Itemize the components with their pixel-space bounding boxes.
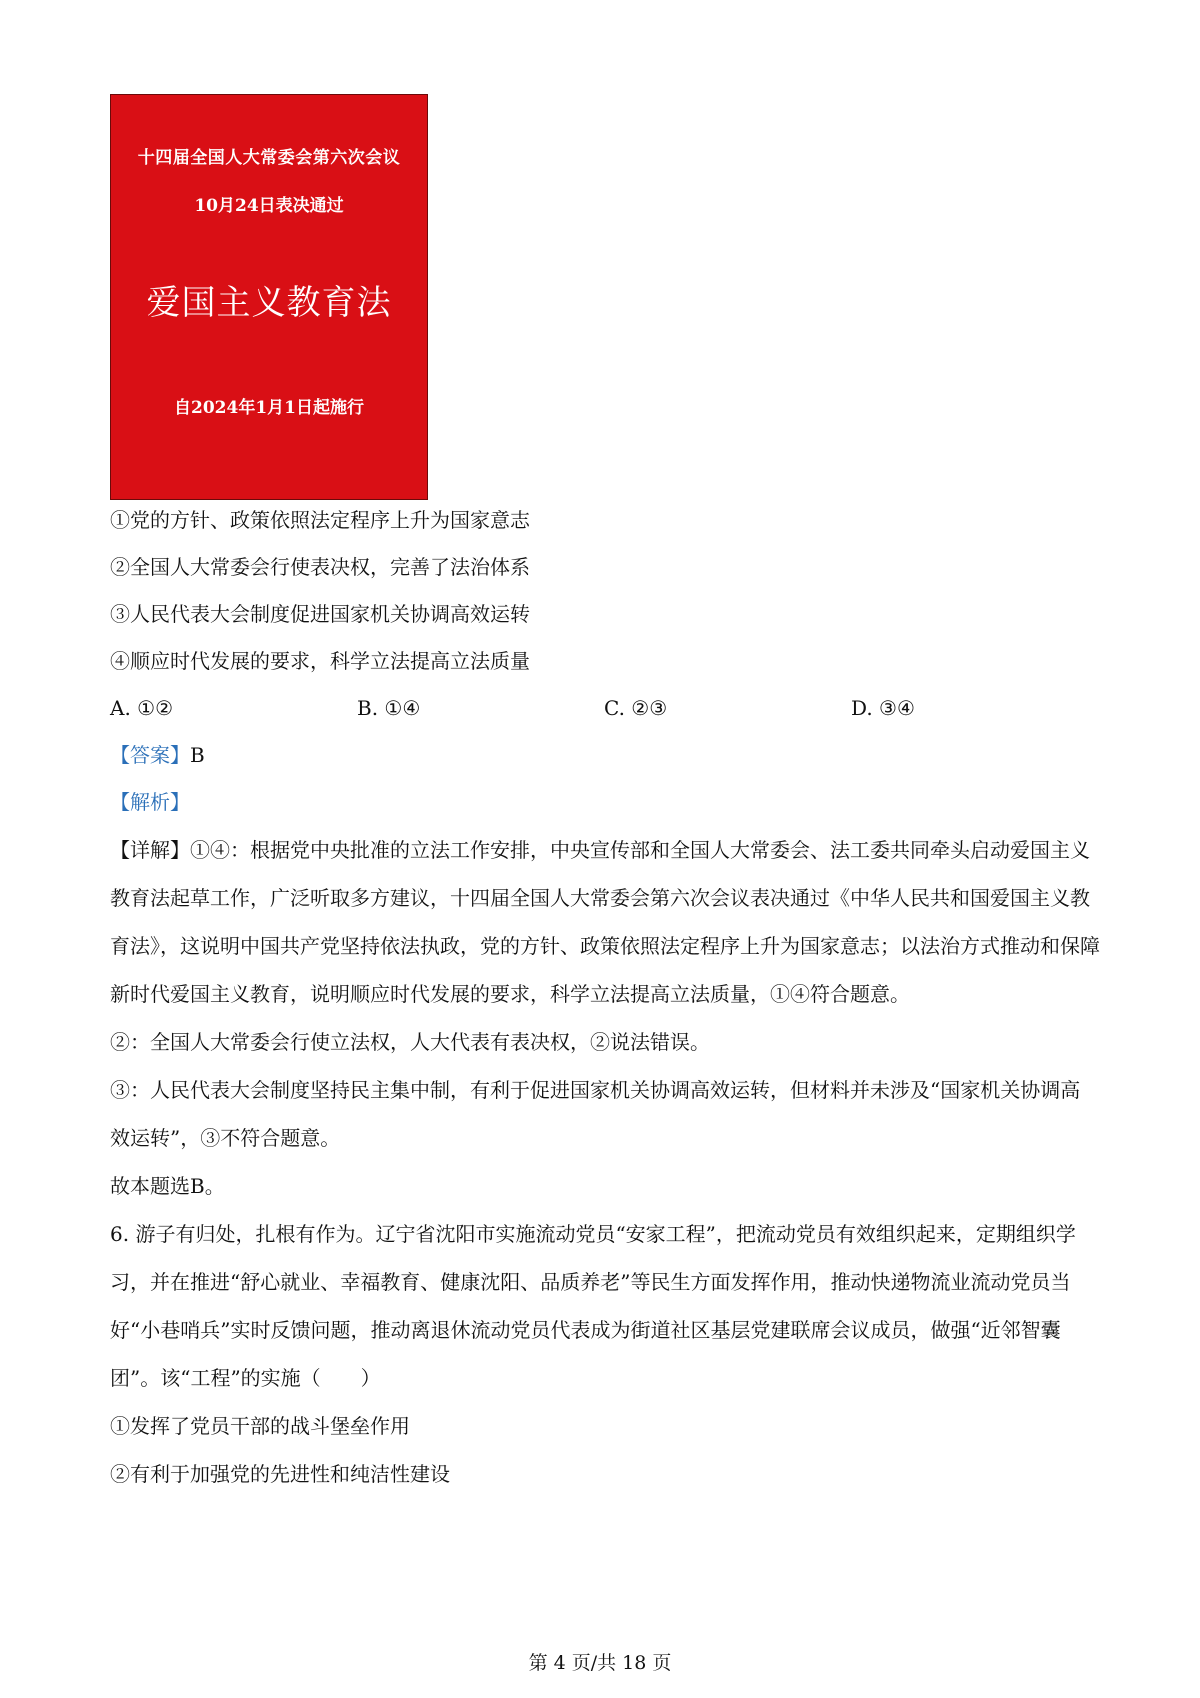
question-6-stem: 6. 游子有归处，扎根有作为。辽宁省沈阳市实施流动党员“安家工程”，把流动党员有效组织起来，定期组织学习，并在推进“舒心就业、幸福教育、健康沈阳、品质养老”等民生方面发挥作用，推动快递物流业流动党员当好“小巷哨兵”实时反馈问题，推动离退休流动党员代表成为街道社区基层党建联席会议成员，做强“近邻智囊团”。该“工程”的实施（ ） [110,1222,1076,1390]
statement-2: ②全国人大常委会行使表决权，完善了法治体系 [110,555,530,579]
poster-effective-line: 自2024年1月1日起施行 [174,398,364,418]
choice-b: B. ①④ [357,696,421,720]
detail-paragraph [110,826,1100,1018]
detail-label: 【详解】 [110,838,190,862]
answer-label: 【答案】 [110,743,190,767]
note-2: ②：全国人大常委会行使立法权，人大代表有表决权，②说法错误。 [110,1030,710,1054]
statement-3: ③人民代表大会制度促进国家机关协调高效运转 [110,602,530,626]
poster-meeting-line: 十四届全国人大常委会第六次会议 [137,148,401,168]
poster-date-line: 10月24日表决通过 [194,196,344,216]
poster-title: 爱国主义教育法 [146,283,392,323]
answer-value: B [190,743,205,767]
answer-line [110,741,1100,769]
detail-text: ①④：根据党中央批准的立法工作安排，中央宣传部和全国人大常委会、法工委共同牵头启动爱国主义教育法起草工作，广泛听取多方建议，十四届全国人大常委会第六次会议表决通过《中华人民共和国爱国主义教育法》，这说明中国共产党坚持依法执政，党的方针、政策依照法定程序上升为国家意志；以法治方式推动和保障新时代爱国主义教育，说明顺应时代发展的要求，科学立法提高立法质量，①④符合题意。 [110,838,1100,1006]
note-3: ③：人民代表大会制度坚持民主集中制，有利于促进国家机关协调高效运转，但材料并未涉及“国家机关协调高效运转”，③不符合题意。 [110,1078,1081,1150]
law-poster-image [110,94,428,500]
analysis-label: 【解析】 [110,790,190,814]
page-number: 第 4 页/共 18 页 [528,1652,672,1674]
choice-a: A. ①② [110,696,174,720]
answer-choices [110,694,1100,722]
analysis-line [110,788,1100,816]
q6-statement-1: ①发挥了党员干部的战斗堡垒作用 [110,1414,410,1438]
statement-4: ④顺应时代发展的要求，科学立法提高立法质量 [110,649,530,673]
q6-statement-2: ②有利于加强党的先进性和纯洁性建设 [110,1462,450,1486]
choice-c: C. ②③ [604,696,668,720]
statement-1: ①党的方针、政策依照法定程序上升为国家意志 [110,508,530,532]
choice-d: D. ③④ [851,696,915,720]
question-content [110,506,1100,1498]
conclusion: 故本题选B。 [110,1174,225,1198]
